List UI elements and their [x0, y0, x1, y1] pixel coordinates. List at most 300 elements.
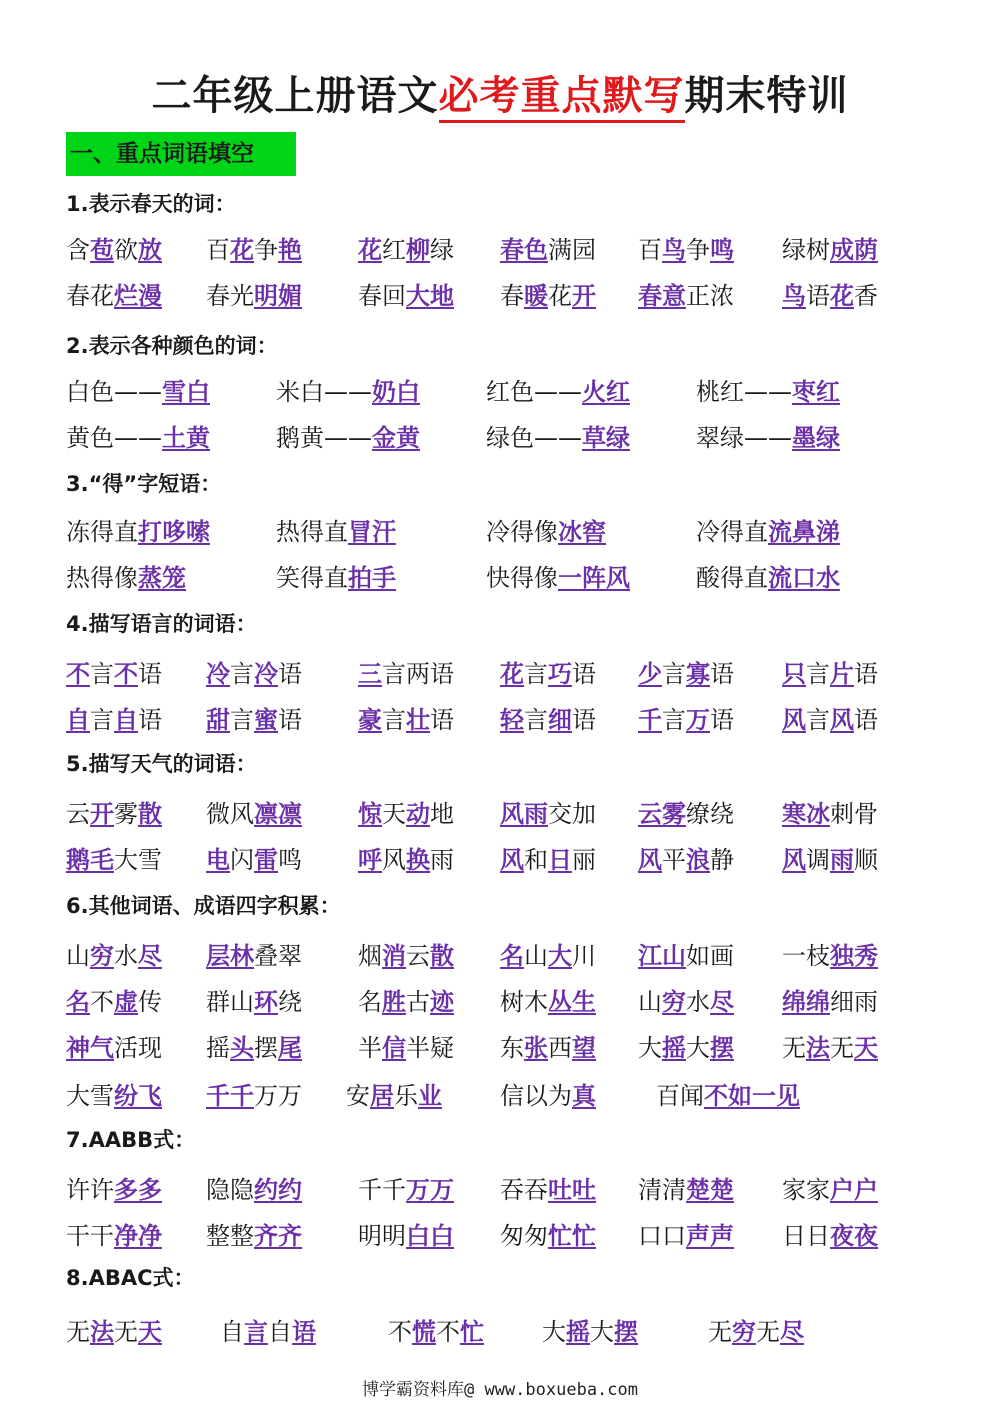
answer-text: 风 — [638, 846, 662, 874]
phrase — [638, 230, 734, 270]
answer-text: 忙 — [460, 1318, 484, 1346]
given-text: 绿树 — [782, 236, 830, 264]
phrase — [66, 1312, 162, 1352]
given-text: 米白—— — [276, 378, 372, 406]
answer-text: 万 — [686, 706, 710, 734]
given-text: 大 — [638, 1034, 662, 1062]
given-text: 整整 — [206, 1222, 254, 1250]
given-text: 一枝 — [782, 942, 830, 970]
phrase — [782, 1216, 878, 1256]
answer-text: 花 — [830, 282, 854, 310]
answer-text: 忙忙 — [548, 1222, 596, 1250]
answer-text: 风 — [782, 846, 806, 874]
answer-text: 花 — [230, 236, 254, 264]
phrase — [696, 512, 840, 552]
given-text: 不 — [388, 1318, 412, 1346]
phrase — [66, 982, 162, 1022]
answer-text: 打哆嗦 — [138, 518, 210, 546]
phrase — [206, 1028, 302, 1068]
answer-text: 尾 — [278, 1034, 302, 1062]
phrase — [638, 1216, 734, 1256]
answer-text: 尽 — [138, 942, 162, 970]
phrase — [358, 1170, 454, 1210]
answer-text: 约约 — [254, 1176, 302, 1204]
given-text: 春花 — [66, 282, 114, 310]
answer-text: 业 — [418, 1082, 442, 1110]
given-text: 隐隐 — [206, 1176, 254, 1204]
phrase — [206, 276, 302, 316]
footer-watermark: 博学霸资料库@ www.boxueba.com — [362, 1380, 638, 1400]
answer-text: 动 — [406, 800, 430, 828]
given-text: 风 — [382, 846, 406, 874]
word-row — [0, 512, 1000, 552]
phrase — [500, 840, 596, 880]
answer-text: 不 — [114, 660, 138, 688]
answer-text: 流口水 — [768, 564, 840, 592]
word-row — [0, 372, 1000, 412]
phrase — [638, 936, 734, 976]
answer-text: 摆 — [614, 1318, 638, 1346]
answer-text: 虚 — [114, 988, 138, 1016]
answer-text: 一阵风 — [558, 564, 630, 592]
given-text: 白色—— — [66, 378, 162, 406]
answer-text: 三 — [358, 660, 382, 688]
phrase — [66, 418, 210, 458]
answer-text: 片 — [830, 660, 854, 688]
phrase — [656, 1076, 800, 1116]
phrase — [276, 512, 396, 552]
answer-text: 春色 — [500, 236, 548, 264]
answer-text: 冷 — [206, 660, 230, 688]
answer-text: 夜夜 — [830, 1222, 878, 1250]
given-text: 东 — [500, 1034, 524, 1062]
phrase — [500, 794, 596, 834]
given-text: 争 — [686, 236, 710, 264]
given-text: 语 — [710, 706, 734, 734]
answer-text: 望 — [572, 1034, 596, 1062]
given-text: 名 — [358, 988, 382, 1016]
phrase — [358, 936, 454, 976]
answer-text: 墨绿 — [792, 424, 840, 452]
given-text: 语 — [138, 660, 162, 688]
given-text: 无 — [114, 1318, 138, 1346]
phrase — [500, 1076, 596, 1116]
given-text: 言 — [662, 660, 686, 688]
word-row — [0, 1216, 1000, 1256]
given-text: 清清 — [638, 1176, 686, 1204]
given-text: 语 — [854, 660, 878, 688]
given-text: 明明 — [358, 1222, 406, 1250]
phrase — [66, 1028, 162, 1068]
phrase — [358, 794, 454, 834]
answer-text: 暖 — [524, 282, 548, 310]
phrase — [708, 1312, 804, 1352]
answer-text: 花 — [358, 236, 382, 264]
word-row — [0, 1028, 1000, 1068]
phrase — [346, 1076, 442, 1116]
phrase — [358, 982, 454, 1022]
given-text: 雾 — [114, 800, 138, 828]
answer-text: 巧 — [548, 660, 572, 688]
given-text: 许许 — [66, 1176, 114, 1204]
answer-text: 鸟 — [662, 236, 686, 264]
answer-text: 春意 — [638, 282, 686, 310]
phrase — [486, 558, 630, 598]
given-text: 百 — [638, 236, 662, 264]
answer-text: 豪 — [358, 706, 382, 734]
given-text: 欲 — [114, 236, 138, 264]
answer-text: 少 — [638, 660, 662, 688]
subsection-label: 8.ABAC式： — [66, 1266, 195, 1290]
answer-text: 浪 — [686, 846, 710, 874]
given-text: 无 — [66, 1318, 90, 1346]
word-row — [0, 558, 1000, 598]
given-text: 古 — [406, 988, 430, 1016]
answer-text: 多多 — [114, 1176, 162, 1204]
given-text: 信以为 — [500, 1082, 572, 1110]
phrase — [782, 840, 878, 880]
phrase — [66, 654, 162, 694]
phrase — [358, 1028, 454, 1068]
given-text: 摇 — [206, 1034, 230, 1062]
answer-text: 火红 — [582, 378, 630, 406]
answer-text: 言 — [244, 1318, 268, 1346]
answer-text: 日 — [548, 846, 572, 874]
given-text: 叠翠 — [254, 942, 302, 970]
phrase — [500, 1170, 596, 1210]
phrase — [358, 700, 454, 740]
answer-text: 不如一见 — [704, 1082, 800, 1110]
answer-text: 净净 — [114, 1222, 162, 1250]
given-text: 绿色—— — [486, 424, 582, 452]
subsection-label: 3.“得”字短语： — [66, 472, 222, 496]
given-text: 大雪 — [114, 846, 162, 874]
given-text: 千千 — [358, 1176, 406, 1204]
given-text: 安 — [346, 1082, 370, 1110]
given-text: 微风 — [206, 800, 254, 828]
given-text: 闪 — [230, 846, 254, 874]
answer-text: 轻 — [500, 706, 524, 734]
given-text: 水 — [114, 942, 138, 970]
phrase — [206, 936, 302, 976]
given-text: 万万 — [254, 1082, 302, 1110]
given-text: 日日 — [782, 1222, 830, 1250]
answer-text: 风雨 — [500, 800, 548, 828]
answer-text: 自 — [114, 706, 138, 734]
answer-text: 鹅毛 — [66, 846, 114, 874]
answer-text: 穷 — [662, 988, 686, 1016]
answer-text: 雪白 — [162, 378, 210, 406]
phrase — [66, 230, 162, 270]
answer-text: 枣红 — [792, 378, 840, 406]
given-text: 烟 — [358, 942, 382, 970]
subsection-label: 2.表示各种颜色的词： — [66, 334, 278, 358]
phrase — [500, 1028, 596, 1068]
phrase — [276, 372, 420, 412]
given-text: 山 — [638, 988, 662, 1016]
answer-text: 摆 — [710, 1034, 734, 1062]
phrase — [696, 558, 840, 598]
answer-text: 胜 — [382, 988, 406, 1016]
given-text: 争 — [254, 236, 278, 264]
answer-text: 金黄 — [372, 424, 420, 452]
phrase — [206, 654, 302, 694]
answer-text: 冒汗 — [348, 518, 396, 546]
phrase — [206, 1216, 302, 1256]
given-text: 如画 — [686, 942, 734, 970]
answer-text: 穷 — [90, 942, 114, 970]
given-text: 冷得直 — [696, 518, 768, 546]
given-text: 摆 — [254, 1034, 278, 1062]
given-text: 言两语 — [382, 660, 454, 688]
phrase — [486, 372, 630, 412]
answer-text: 丛生 — [548, 988, 596, 1016]
phrase — [66, 276, 162, 316]
phrase — [638, 1170, 734, 1210]
given-text: 含 — [66, 236, 90, 264]
answer-text: 烂漫 — [114, 282, 162, 310]
phrase — [66, 512, 210, 552]
phrase — [358, 654, 454, 694]
answer-text: 草绿 — [582, 424, 630, 452]
phrase — [486, 418, 630, 458]
title-part-2: 期末特训 — [684, 73, 849, 119]
given-text: 黄色—— — [66, 424, 162, 452]
phrase — [638, 1028, 734, 1068]
given-text: 语 — [278, 706, 302, 734]
given-text: 语 — [138, 706, 162, 734]
phrase — [358, 276, 454, 316]
given-text: 半 — [358, 1034, 382, 1062]
given-text: 语 — [572, 706, 596, 734]
subsection-label: 5.描写天气的词语： — [66, 752, 257, 776]
phrase — [206, 230, 302, 270]
word-row — [0, 1312, 1000, 1352]
word-row — [0, 936, 1000, 976]
answer-text: 只 — [782, 660, 806, 688]
answer-text: 风 — [500, 846, 524, 874]
phrase — [66, 794, 162, 834]
word-row — [0, 230, 1000, 270]
answer-text: 环 — [254, 988, 278, 1016]
phrase — [638, 654, 734, 694]
answer-text: 户户 — [830, 1176, 878, 1204]
phrase — [638, 982, 734, 1022]
given-text: 群山 — [206, 988, 254, 1016]
phrase — [542, 1312, 638, 1352]
given-text: 正浓 — [686, 282, 734, 310]
given-text: 口口 — [638, 1222, 686, 1250]
answer-text: 居 — [370, 1082, 394, 1110]
phrase — [66, 1076, 162, 1116]
phrase — [500, 700, 596, 740]
phrase — [66, 700, 162, 740]
answer-text: 摇 — [566, 1318, 590, 1346]
answer-text: 雷 — [254, 846, 278, 874]
answer-text: 迹 — [430, 988, 454, 1016]
phrase — [782, 794, 878, 834]
answer-text: 名 — [500, 942, 524, 970]
subsection-label: 6.其他词语、成语四字积累： — [66, 894, 341, 918]
given-text: 缭绕 — [686, 800, 734, 828]
answer-text: 寡 — [686, 660, 710, 688]
answer-text: 法 — [90, 1318, 114, 1346]
phrase — [500, 936, 596, 976]
answer-text: 法 — [806, 1034, 830, 1062]
given-text: 红 — [382, 236, 406, 264]
given-text: 大雪 — [66, 1082, 114, 1110]
given-text: 细雨 — [830, 988, 878, 1016]
answer-text: 楚楚 — [686, 1176, 734, 1204]
answer-text: 甜 — [206, 706, 230, 734]
phrase — [66, 1216, 162, 1256]
phrase — [638, 794, 734, 834]
given-text: 不 — [90, 988, 114, 1016]
phrase — [500, 1216, 596, 1256]
answer-text: 明媚 — [254, 282, 302, 310]
given-text: 无 — [708, 1318, 732, 1346]
given-text: 天 — [382, 800, 406, 828]
given-text: 言 — [230, 660, 254, 688]
given-text: 言 — [524, 660, 548, 688]
phrase — [206, 982, 302, 1022]
phrase — [638, 276, 734, 316]
given-text: 川 — [572, 942, 596, 970]
phrase — [696, 418, 840, 458]
given-text: 言 — [90, 660, 114, 688]
given-text: 树木 — [500, 988, 548, 1016]
given-text: 酸得直 — [696, 564, 768, 592]
given-text: 红色—— — [486, 378, 582, 406]
given-text: 百闻 — [656, 1082, 704, 1110]
answer-text: 蜜 — [254, 706, 278, 734]
answer-text: 开 — [90, 800, 114, 828]
given-text: 绕 — [278, 988, 302, 1016]
given-text: 大 — [542, 1318, 566, 1346]
answer-text: 拍手 — [348, 564, 396, 592]
answer-text: 齐齐 — [254, 1222, 302, 1250]
given-text: 雨 — [430, 846, 454, 874]
given-text: 笑得直 — [276, 564, 348, 592]
answer-text: 真 — [572, 1082, 596, 1110]
answer-text: 成荫 — [830, 236, 878, 264]
phrase — [66, 936, 162, 976]
answer-text: 绵绵 — [782, 988, 830, 1016]
word-row — [0, 276, 1000, 316]
phrase — [276, 558, 396, 598]
phrase — [358, 840, 454, 880]
phrase — [66, 558, 186, 598]
answer-text: 壮 — [406, 706, 430, 734]
phrase — [782, 276, 878, 316]
phrase — [500, 982, 596, 1022]
answer-text: 穷 — [732, 1318, 756, 1346]
answer-text: 名 — [66, 988, 90, 1016]
answer-text: 尽 — [780, 1318, 804, 1346]
answer-text: 土黄 — [162, 424, 210, 452]
answer-text: 鸣 — [710, 236, 734, 264]
answer-text: 大 — [548, 942, 572, 970]
phrase — [206, 794, 302, 834]
given-text: 语 — [430, 706, 454, 734]
given-text: 百 — [206, 236, 230, 264]
given-text: 山 — [66, 942, 90, 970]
given-text: 言 — [230, 706, 254, 734]
answer-text: 流鼻涕 — [768, 518, 840, 546]
subsection-label: 4.描写语言的词语： — [66, 612, 257, 636]
word-row — [0, 654, 1000, 694]
answer-text: 吐吐 — [548, 1176, 596, 1204]
answer-text: 苞 — [90, 236, 114, 264]
answer-text: 千千 — [206, 1082, 254, 1110]
given-text: 热得像 — [66, 564, 138, 592]
phrase — [66, 372, 210, 412]
given-text: 大 — [590, 1318, 614, 1346]
answer-text: 自 — [66, 706, 90, 734]
given-text: 静 — [710, 846, 734, 874]
given-text: 和 — [524, 846, 548, 874]
given-text: 语 — [278, 660, 302, 688]
answer-text: 张 — [524, 1034, 548, 1062]
answer-text: 江山 — [638, 942, 686, 970]
given-text: 香 — [854, 282, 878, 310]
phrase — [500, 654, 596, 694]
answer-text: 信 — [382, 1034, 406, 1062]
answer-text: 天 — [854, 1034, 878, 1062]
given-text: 语 — [854, 706, 878, 734]
answer-text: 摇 — [662, 1034, 686, 1062]
phrase — [638, 700, 734, 740]
answer-text: 云雾 — [638, 800, 686, 828]
given-text: 冷得像 — [486, 518, 558, 546]
phrase — [358, 1216, 454, 1256]
answer-text: 寒冰 — [782, 800, 830, 828]
phrase — [206, 700, 302, 740]
given-text: 言 — [806, 706, 830, 734]
phrase — [206, 1076, 302, 1116]
answer-text: 风 — [782, 706, 806, 734]
answer-text: 独秀 — [830, 942, 878, 970]
given-text: 语 — [572, 660, 596, 688]
answer-text: 柳 — [406, 236, 430, 264]
answer-text: 语 — [292, 1318, 316, 1346]
answer-text: 换 — [406, 846, 430, 874]
answer-text: 雨 — [830, 846, 854, 874]
answer-text: 奶白 — [372, 378, 420, 406]
given-text: 言 — [662, 706, 686, 734]
word-row — [0, 700, 1000, 740]
phrase — [500, 276, 596, 316]
section-heading: 一、重点词语填空 — [66, 132, 296, 176]
phrase — [782, 936, 878, 976]
phrase — [782, 1170, 878, 1210]
answer-text: 风 — [830, 706, 854, 734]
answer-text: 呼 — [358, 846, 382, 874]
given-text: 言 — [90, 706, 114, 734]
answer-text: 纷飞 — [114, 1082, 162, 1110]
word-row — [0, 840, 1000, 880]
given-text: 活现 — [114, 1034, 162, 1062]
given-text: 平 — [662, 846, 686, 874]
given-text: 山 — [524, 942, 548, 970]
given-text: 不 — [436, 1318, 460, 1346]
given-text: 传 — [138, 988, 162, 1016]
word-row — [0, 1170, 1000, 1210]
phrase — [782, 982, 878, 1022]
given-text: 西 — [548, 1034, 572, 1062]
given-text: 冻得直 — [66, 518, 138, 546]
answer-text: 放 — [138, 236, 162, 264]
